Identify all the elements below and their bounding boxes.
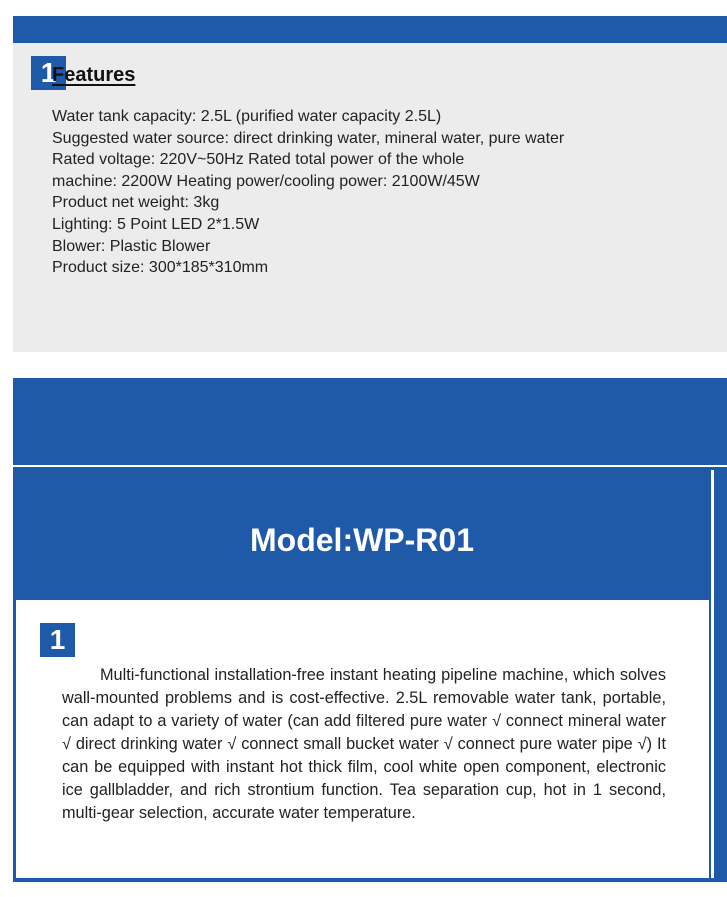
feature-item: Lighting: 5 Point LED 2*1.5W: [52, 215, 260, 233]
model-title: Model:WP-R01: [15, 470, 709, 598]
features-heading: Features: [52, 64, 136, 86]
feature-item: Product size: 300*185*310mm: [52, 259, 269, 277]
features-list: [52, 106, 564, 279]
feature-item: Suggested water source: direct drinking water, mineral water, pure water: [52, 129, 565, 147]
feature-item: Rated voltage: 220V~50Hz Rated total power of the whole: [52, 151, 465, 169]
top-blue-bar: [13, 16, 727, 43]
section-number-badge: 1: [31, 56, 66, 90]
card-divider: [711, 470, 714, 878]
blue-banner: [13, 378, 727, 465]
feature-item: Blower: Plastic Blower: [52, 237, 211, 255]
feature-item: Product net weight: 3kg: [52, 194, 220, 212]
feature-item: machine: 2200W Heating power/cooling power: 2100W/45W: [52, 172, 480, 190]
feature-item: Water tank capacity: 2.5L (purified water capacity 2.5L): [52, 108, 442, 125]
model-description: Multi-functional installation-free instant heating pipeline machine, which solves wall-mounted problems and is cost-effective. 2.5L removable water tank, portable, can adapt to a variety of water (can add filtered pure water √ connect mineral water √ direct drinking water √ connect small bucket water √ connect pure water pipe √) It can be equipped with instant hot thick film, cool white open component, electronic ice gallbladder, and rich strontium function. Tea separation cup, hot in 1 second, multi-gear selection, accurate water temperature.: [62, 666, 666, 822]
description-number-badge: 1: [40, 623, 75, 657]
